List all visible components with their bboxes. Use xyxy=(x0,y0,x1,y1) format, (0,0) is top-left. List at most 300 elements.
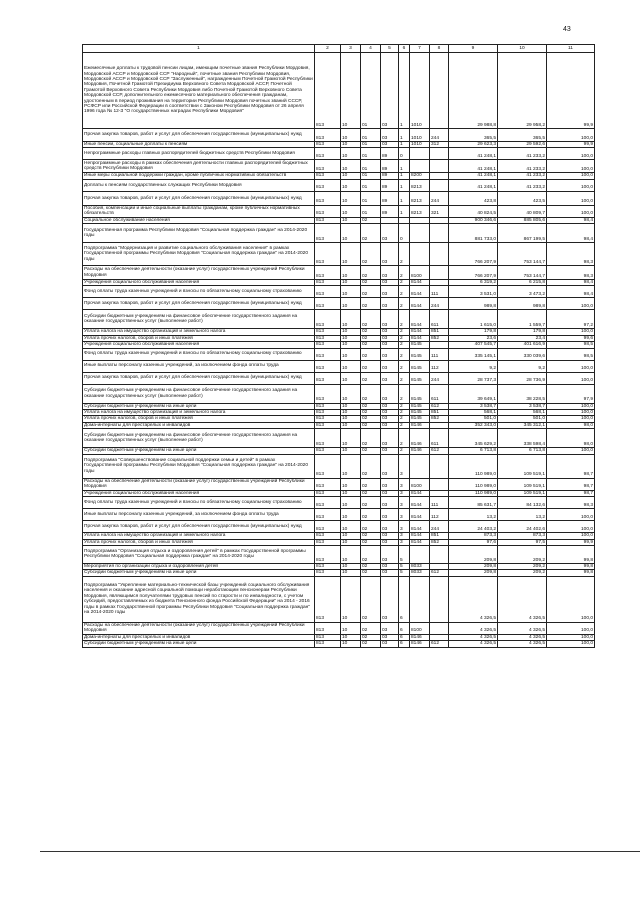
row-cell-c4: 02 xyxy=(361,478,381,490)
row-name-cell: Непрограммные расходы главных распорядителей бюджетных средств Республики Мордовия xyxy=(83,148,315,160)
row-cell-c6: 2 xyxy=(399,410,410,416)
row-cell-c3: 10 xyxy=(341,142,361,148)
row-cell-c4: 02 xyxy=(361,243,381,266)
row-cell-c9: 989,8 xyxy=(449,298,498,310)
row-cell-c11: 99,6 xyxy=(547,335,595,341)
row-cell-c8: 312 xyxy=(430,142,449,148)
row-cell-c11: 98,4 xyxy=(547,280,595,286)
row-cell-c10: 179,8 xyxy=(498,329,547,335)
row-cell-c10: 28 736,9 xyxy=(498,372,547,384)
row-name-cell: Подпрограмма "Организация отдыха и оздоровления детей" в рамках Государственной программы Республики Мордовия "Социальная поддержка граждан" на 2014-2020 годы xyxy=(83,545,315,563)
row-cell-c5: 03 xyxy=(381,286,399,298)
row-name-cell: Пособия, компенсации и иные социальные выплаты гражданам, кроме публичных нормативных обязательств xyxy=(83,205,315,217)
row-cell-c2: 813 xyxy=(315,217,341,223)
row-cell-c5: 03 xyxy=(381,422,399,428)
row-cell-c9: 881 733,0 xyxy=(449,224,498,243)
row-cell-c11: 100,0 xyxy=(547,410,595,416)
row-cell-c8: 111 xyxy=(430,497,449,509)
row-cell-c2: 813 xyxy=(315,243,341,266)
row-cell-c3: 10 xyxy=(341,576,361,622)
row-cell-c9: 209,8 xyxy=(449,570,498,576)
row-name-cell: Прочая закупка товаров, работ и услуг для обеспечения государственных (муниципальных) нужд xyxy=(83,521,315,533)
row-cell-c10: 41 233,2 xyxy=(498,179,547,191)
row-name-cell: Доплаты к пенсиям государственных служащих Республики Мордовия xyxy=(83,179,315,191)
row-cell-c3: 10 xyxy=(341,205,361,217)
row-cell-c3: 10 xyxy=(341,217,361,223)
row-name-cell: Субсидии бюджетным учреждениям на финансовое обеспечение государственного задания на оказание государственных услуг (выполнение работ) xyxy=(83,310,315,329)
row-cell-c11: 98,5 xyxy=(547,348,595,360)
table-row xyxy=(83,384,595,403)
header-cell: 8 xyxy=(430,45,449,53)
row-name-cell: Уплата прочих налогов, сборов и иных платежей xyxy=(83,416,315,422)
row-cell-c3: 10 xyxy=(341,129,361,142)
header-cell: 1 xyxy=(83,45,315,53)
row-cell-c7: 8145 xyxy=(410,360,430,372)
row-cell-c3: 10 xyxy=(341,280,361,286)
row-cell-c6: 1 xyxy=(399,205,410,217)
row-cell-c4: 02 xyxy=(361,335,381,341)
row-cell-c4: 02 xyxy=(361,416,381,422)
table-row xyxy=(83,454,595,478)
row-cell-c9: 110 989,0 xyxy=(449,478,498,490)
row-cell-c3: 10 xyxy=(341,243,361,266)
row-cell-c7 xyxy=(410,224,430,243)
row-cell-c9: 13,2 xyxy=(449,509,498,521)
row-cell-c9: 97,6 xyxy=(449,539,498,545)
header-cell: 10 xyxy=(498,45,547,53)
row-cell-c3: 10 xyxy=(341,348,361,360)
row-cell-c10: 13,2 xyxy=(498,509,547,521)
row-cell-c3: 10 xyxy=(341,191,361,205)
table-row xyxy=(83,360,595,372)
row-cell-c4: 02 xyxy=(361,634,381,640)
row-cell-c2: 813 xyxy=(315,533,341,539)
row-cell-c3: 10 xyxy=(341,179,361,191)
row-cell-c8 xyxy=(430,148,449,160)
row-cell-c9: 29 988,8 xyxy=(449,53,498,129)
row-name-cell: Прочая закупка товаров, работ и услуг для обеспечения государственных (муниципальных) нужд xyxy=(83,298,315,310)
row-cell-c4: 02 xyxy=(361,622,381,634)
row-cell-c8: 321 xyxy=(430,205,449,217)
row-cell-c5: 03 xyxy=(381,539,399,545)
row-cell-c7: 8145 xyxy=(410,384,430,403)
row-cell-c4: 02 xyxy=(361,490,381,496)
row-cell-c5: 03 xyxy=(381,634,399,640)
row-cell-c4: 01 xyxy=(361,142,381,148)
row-cell-c4: 02 xyxy=(361,563,381,569)
row-cell-c9: 110 989,0 xyxy=(449,490,498,496)
row-cell-c2: 813 xyxy=(315,191,341,205)
row-cell-c5: 89 xyxy=(381,179,399,191)
row-cell-c7 xyxy=(410,545,430,563)
row-cell-c5: 03 xyxy=(381,576,399,622)
row-cell-c9: 41 248,1 xyxy=(449,179,498,191)
row-cell-c2: 813 xyxy=(315,545,341,563)
row-cell-c7: 8144 xyxy=(410,497,430,509)
row-cell-c9: 407 545,7 xyxy=(449,342,498,348)
row-cell-c9: 352 343,0 xyxy=(449,422,498,428)
row-cell-c7: 8144 xyxy=(410,329,430,335)
row-cell-c3: 10 xyxy=(341,454,361,478)
row-cell-c2: 813 xyxy=(315,280,341,286)
row-cell-c9: 23,6 xyxy=(449,335,498,341)
row-cell-c2: 813 xyxy=(315,310,341,329)
row-cell-c7: 1010 xyxy=(410,129,430,142)
row-name-cell: Дома-интернаты для престарелых и инвалидов xyxy=(83,634,315,640)
row-cell-c5: 89 xyxy=(381,205,399,217)
row-cell-c4: 02 xyxy=(361,298,381,310)
row-cell-c2: 813 xyxy=(315,454,341,478)
row-cell-c4: 02 xyxy=(361,497,381,509)
row-cell-c2: 813 xyxy=(315,497,341,509)
row-cell-c3: 10 xyxy=(341,403,361,409)
row-cell-c5: 03 xyxy=(381,497,399,509)
row-cell-c6: 2 xyxy=(399,372,410,384)
table-row xyxy=(83,243,595,266)
row-cell-c10: 23,4 xyxy=(498,335,547,341)
table-row xyxy=(83,179,595,191)
row-cell-c10: 29 592,6 xyxy=(498,142,547,148)
row-cell-c3: 10 xyxy=(341,533,361,539)
row-cell-c6: 3 xyxy=(399,521,410,533)
row-cell-c6: 1 xyxy=(399,160,410,173)
row-cell-c9: 3 531,0 xyxy=(449,286,498,298)
table-row xyxy=(83,576,595,622)
row-cell-c7: 8100 xyxy=(410,478,430,490)
row-cell-c3: 10 xyxy=(341,173,361,179)
row-name-cell: Расходы на обеспечение деятельности (оказание услуг) государственных учреждений Республики Мордовия xyxy=(83,478,315,490)
row-cell-c6: 5 xyxy=(399,545,410,563)
header-cell: 7 xyxy=(410,45,430,53)
row-cell-c3: 10 xyxy=(341,539,361,545)
row-name-cell: Расходы на обеспечение деятельности (оказание услуг) государственных учреждений Республики Мордовия xyxy=(83,622,315,634)
row-cell-c4: 02 xyxy=(361,539,381,545)
row-cell-c2: 813 xyxy=(315,576,341,622)
row-cell-c4: 02 xyxy=(361,372,381,384)
row-name-cell: Субсидии бюджетным учреждениям на иные цели xyxy=(83,448,315,454)
row-cell-c3: 10 xyxy=(341,329,361,335)
row-cell-c11: 100,0 xyxy=(547,634,595,640)
row-cell-c7: 1010 xyxy=(410,53,430,129)
row-cell-c7: 8100 xyxy=(410,266,430,280)
row-cell-c11: 100,0 xyxy=(547,403,595,409)
row-cell-c11: 100,0 xyxy=(547,622,595,634)
row-cell-c10: 41 233,2 xyxy=(498,148,547,160)
row-cell-c4: 02 xyxy=(361,429,381,448)
row-cell-c10: 3 473,2 xyxy=(498,286,547,298)
row-cell-c2: 813 xyxy=(315,570,341,576)
row-cell-c2: 813 xyxy=(315,478,341,490)
row-cell-c6: 3 xyxy=(399,539,410,545)
row-cell-c9: 345 629,2 xyxy=(449,429,498,448)
row-cell-c10: 753 144,7 xyxy=(498,243,547,266)
row-cell-c5: 89 xyxy=(381,173,399,179)
row-name-cell: Учреждения социального обслуживания населения xyxy=(83,342,315,348)
row-name-cell: Иные выплаты персоналу казенных учреждений, за исключением фонда оплаты труда xyxy=(83,509,315,521)
row-cell-c7: 8144 xyxy=(410,509,430,521)
row-cell-c9: 766 207,9 xyxy=(449,266,498,280)
row-cell-c3: 10 xyxy=(341,570,361,576)
row-cell-c11: 100,0 xyxy=(547,576,595,622)
row-cell-c3: 10 xyxy=(341,410,361,416)
row-cell-c6: 2 xyxy=(399,348,410,360)
row-cell-c8: 111 xyxy=(430,348,449,360)
row-cell-c3: 10 xyxy=(341,563,361,569)
row-cell-c8: 611 xyxy=(430,429,449,448)
row-cell-c10: 109 519,1 xyxy=(498,478,547,490)
row-cell-c11: 98,7 xyxy=(547,454,595,478)
row-cell-c11: 98,3 xyxy=(547,243,595,266)
row-cell-c6: 2 xyxy=(399,329,410,335)
row-cell-c11: 100,0 xyxy=(547,521,595,533)
row-cell-c10: 568,1 xyxy=(498,410,547,416)
row-cell-c10: 209,2 xyxy=(498,570,547,576)
row-cell-c9: 41 248,1 xyxy=(449,173,498,179)
row-cell-c2: 813 xyxy=(315,372,341,384)
row-cell-c9: 85 631,7 xyxy=(449,497,498,509)
row-cell-c11: 100,0 xyxy=(547,372,595,384)
row-cell-c4: 02 xyxy=(361,360,381,372)
row-cell-c6: 6 xyxy=(399,634,410,640)
row-cell-c2: 813 xyxy=(315,298,341,310)
table-row xyxy=(83,622,595,634)
row-cell-c11: 100,0 xyxy=(547,148,595,160)
row-cell-c4: 02 xyxy=(361,403,381,409)
row-cell-c2: 813 xyxy=(315,53,341,129)
row-cell-c4: 01 xyxy=(361,53,381,129)
row-cell-c8 xyxy=(430,243,449,266)
row-cell-c3: 10 xyxy=(341,148,361,160)
table-row xyxy=(83,372,595,384)
row-cell-c6: 2 xyxy=(399,335,410,341)
row-cell-c8 xyxy=(430,266,449,280)
row-name-cell: Непрограммные расходы в рамках обеспечения деятельности главных распорядителей бюджетных средств Республики Мордовия xyxy=(83,160,315,173)
row-name-cell: Ежемесячные доплаты к трудовой пенсии лицам, имеющим почетные звания Республики Мордовия, Мордовской АССР и Мордовской ССР "Народный", почетные звания Республики Мордовия, Мордовской АССР и Мордовской ССР "Заслуженный", награжденным Почетной Грамотой Республики Мордовия, Почетной Грамотой Президиума Верховного Совета Мордовской АССР, Почетной Грамотой Верховного Совета Республики Мордовия либо Почетной Грамотой Верховного Совета Мордовской ССР, дополнительного ежемесячного материального обеспечения гражданам, удостоенным в период проживания на территории Республики Мордовия почетных званий СССР, РСФСР или Российской Федерации в соответствии с Законом Республики Мордовия от 26 апреля 1996 года № 12-З "О государственных наградах Республики Мордовия" xyxy=(83,53,315,129)
row-cell-c4: 02 xyxy=(361,641,381,647)
row-cell-c5: 03 xyxy=(381,243,399,266)
row-cell-c8: 611 xyxy=(430,310,449,329)
row-cell-c9: 9,2 xyxy=(449,360,498,372)
row-cell-c8 xyxy=(430,160,449,173)
row-name-cell: Уплата прочих налогов, сборов и иных платежей xyxy=(83,539,315,545)
row-cell-c7 xyxy=(410,160,430,173)
row-cell-c8 xyxy=(430,224,449,243)
row-cell-c4: 02 xyxy=(361,224,381,243)
row-cell-c2: 813 xyxy=(315,160,341,173)
row-cell-c10: 4 326,5 xyxy=(498,622,547,634)
row-cell-c8: 851 xyxy=(430,329,449,335)
header-cell: 3 xyxy=(341,45,361,53)
row-name-cell: Уплата прочих налогов, сборов и иных платежей xyxy=(83,335,315,341)
row-cell-c7: 8144 xyxy=(410,490,430,496)
row-cell-c5: 03 xyxy=(381,545,399,563)
table-row xyxy=(83,478,595,490)
row-cell-c7: 8145 xyxy=(410,372,430,384)
row-cell-c3: 10 xyxy=(341,360,361,372)
row-cell-c2: 813 xyxy=(315,335,341,341)
row-cell-c2: 813 xyxy=(315,173,341,179)
row-cell-c3: 10 xyxy=(341,429,361,448)
row-cell-c9: 335 145,1 xyxy=(449,348,498,360)
row-cell-c3: 10 xyxy=(341,342,361,348)
table-row xyxy=(83,266,595,280)
row-cell-c9: 501,0 xyxy=(449,416,498,422)
row-cell-c2: 813 xyxy=(315,266,341,280)
header-row xyxy=(83,45,595,53)
row-cell-c11: 100,0 xyxy=(547,329,595,335)
row-cell-c5: 03 xyxy=(381,454,399,478)
row-cell-c11: 97,9 xyxy=(547,384,595,403)
row-cell-c5: 03 xyxy=(381,348,399,360)
row-cell-c7: 8100 xyxy=(410,622,430,634)
row-cell-c11: 100,0 xyxy=(547,173,595,179)
row-cell-c11: 100,0 xyxy=(547,360,595,372)
row-cell-c4: 02 xyxy=(361,533,381,539)
row-cell-c10: 867 199,5 xyxy=(498,224,547,243)
row-cell-c11: 100,0 xyxy=(547,298,595,310)
table-row xyxy=(83,310,595,329)
table-row xyxy=(83,224,595,243)
row-cell-c6: 2 xyxy=(399,448,410,454)
row-cell-c6: 3 xyxy=(399,509,410,521)
page-bottom-rule xyxy=(40,851,640,852)
row-cell-c10: 1 559,7 xyxy=(498,310,547,329)
row-cell-c6: 5 xyxy=(399,570,410,576)
row-name-cell: Подпрограмма "Модернизация и развитие социального обслуживания населения" в рамках Государственной программы Республики Мордовия "Социальная поддержка граждан" на 2014-2020 годы xyxy=(83,243,315,266)
row-cell-c4: 02 xyxy=(361,521,381,533)
row-cell-c7: 8146 xyxy=(410,634,430,640)
row-name-cell: Учреждения социального обслуживания населения xyxy=(83,280,315,286)
row-cell-c11: 98,4 xyxy=(547,217,595,223)
row-cell-c6: 1 xyxy=(399,142,410,148)
row-cell-c7: 8144 xyxy=(410,310,430,329)
row-cell-c9: 6 713,8 xyxy=(449,448,498,454)
row-cell-c3: 10 xyxy=(341,53,361,129)
row-name-cell: Государственная программа Республики Мордовия "Социальная поддержка граждан" на 2014-2020 годы xyxy=(83,224,315,243)
row-cell-c9: 365,5 xyxy=(449,129,498,142)
row-cell-c11: 99,8 xyxy=(547,563,595,569)
row-cell-c8: 852 xyxy=(430,416,449,422)
row-cell-c2: 813 xyxy=(315,205,341,217)
budget-table xyxy=(82,44,595,648)
row-cell-c5: 03 xyxy=(381,372,399,384)
row-cell-c7 xyxy=(410,576,430,622)
header-cell: 11 xyxy=(547,45,595,53)
row-cell-c5: 03 xyxy=(381,335,399,341)
row-cell-c2: 813 xyxy=(315,348,341,360)
row-cell-c8: 852 xyxy=(430,335,449,341)
row-cell-c9: 29 623,3 xyxy=(449,142,498,148)
row-name-cell: Подпрограмма "Совершенствование социальной поддержки семьи и детей" в рамках Государственной программы Республики Мордовия "Социальная поддержка граждан" на 2014-2020 годы xyxy=(83,454,315,478)
row-cell-c8: 612 xyxy=(430,403,449,409)
row-cell-c2: 813 xyxy=(315,490,341,496)
row-cell-c7: 8144 xyxy=(410,533,430,539)
row-cell-c5: 03 xyxy=(381,403,399,409)
row-cell-c6: 6 xyxy=(399,641,410,647)
row-cell-c3: 10 xyxy=(341,266,361,280)
row-cell-c3: 10 xyxy=(341,521,361,533)
row-cell-c4: 01 xyxy=(361,191,381,205)
row-cell-c5: 89 xyxy=(381,148,399,160)
row-cell-c10: 9,2 xyxy=(498,360,547,372)
row-cell-c11: 98,3 xyxy=(547,497,595,509)
row-cell-c7: 8200 xyxy=(410,173,430,179)
row-cell-c9: 41 248,1 xyxy=(449,148,498,160)
header-cell: 2 xyxy=(315,45,341,53)
row-cell-c2: 813 xyxy=(315,410,341,416)
header-cell: 4 xyxy=(361,45,381,53)
row-cell-c7: 8145 xyxy=(410,342,430,348)
row-cell-c5: 03 xyxy=(381,416,399,422)
row-cell-c3: 10 xyxy=(341,545,361,563)
row-cell-c5: 03 xyxy=(381,384,399,403)
row-cell-c2: 813 xyxy=(315,384,341,403)
row-name-cell: Субсидии бюджетным учреждениям на иные цели xyxy=(83,570,315,576)
row-name-cell: Прочая закупка товаров, работ и услуг для обеспечения государственных (муниципальных) нужд xyxy=(83,129,315,142)
row-cell-c5: 03 xyxy=(381,342,399,348)
row-cell-c9: 41 248,1 xyxy=(449,160,498,173)
row-cell-c4: 02 xyxy=(361,570,381,576)
row-cell-c9: 179,8 xyxy=(449,329,498,335)
row-cell-c6: 2 xyxy=(399,422,410,428)
row-cell-c2: 813 xyxy=(315,429,341,448)
table-body xyxy=(83,53,595,648)
row-cell-c8 xyxy=(430,179,449,191)
row-cell-c10: 6 215,8 xyxy=(498,280,547,286)
row-cell-c4: 02 xyxy=(361,310,381,329)
row-cell-c3: 10 xyxy=(341,622,361,634)
page-number: 43 xyxy=(563,26,571,33)
row-cell-c11: 99,9 xyxy=(547,53,595,129)
row-cell-c5: 03 xyxy=(381,509,399,521)
row-cell-c11: 98,4 xyxy=(547,224,595,243)
row-name-cell: Иные пенсии, социальные доплаты к пенсиям xyxy=(83,142,315,148)
row-cell-c2: 813 xyxy=(315,179,341,191)
row-cell-c6: 2 xyxy=(399,342,410,348)
row-cell-c10: 885 805,6 xyxy=(498,217,547,223)
row-name-cell: Дома-интернаты для престарелых и инвалидов xyxy=(83,422,315,428)
row-cell-c3: 10 xyxy=(341,490,361,496)
row-cell-c9: 4 326,5 xyxy=(449,634,498,640)
row-cell-c5: 03 xyxy=(381,521,399,533)
row-cell-c7: 8213 xyxy=(410,191,430,205)
row-cell-c9: 39 649,1 xyxy=(449,384,498,403)
table-row xyxy=(83,521,595,533)
row-cell-c3: 10 xyxy=(341,384,361,403)
row-cell-c11: 98,4 xyxy=(547,286,595,298)
row-cell-c2: 813 xyxy=(315,539,341,545)
row-cell-c4: 01 xyxy=(361,205,381,217)
row-cell-c3: 10 xyxy=(341,298,361,310)
row-cell-c9: 873,3 xyxy=(449,533,498,539)
row-cell-c6: 1 xyxy=(399,129,410,142)
row-cell-c2: 813 xyxy=(315,416,341,422)
row-cell-c2: 813 xyxy=(315,360,341,372)
row-cell-c9: 568,1 xyxy=(449,410,498,416)
row-cell-c6: 2 xyxy=(399,429,410,448)
row-cell-c6: 2 xyxy=(399,360,410,372)
row-cell-c2: 813 xyxy=(315,142,341,148)
table-row xyxy=(83,148,595,160)
row-cell-c9: 4 326,5 xyxy=(449,576,498,622)
row-cell-c5: 03 xyxy=(381,533,399,539)
row-cell-c8: 612 xyxy=(430,448,449,454)
row-cell-c4: 01 xyxy=(361,129,381,142)
row-cell-c10: 109 519,1 xyxy=(498,454,547,478)
row-cell-c5: 03 xyxy=(381,53,399,129)
row-cell-c8: 112 xyxy=(430,509,449,521)
row-cell-c7: 8213 xyxy=(410,205,430,217)
